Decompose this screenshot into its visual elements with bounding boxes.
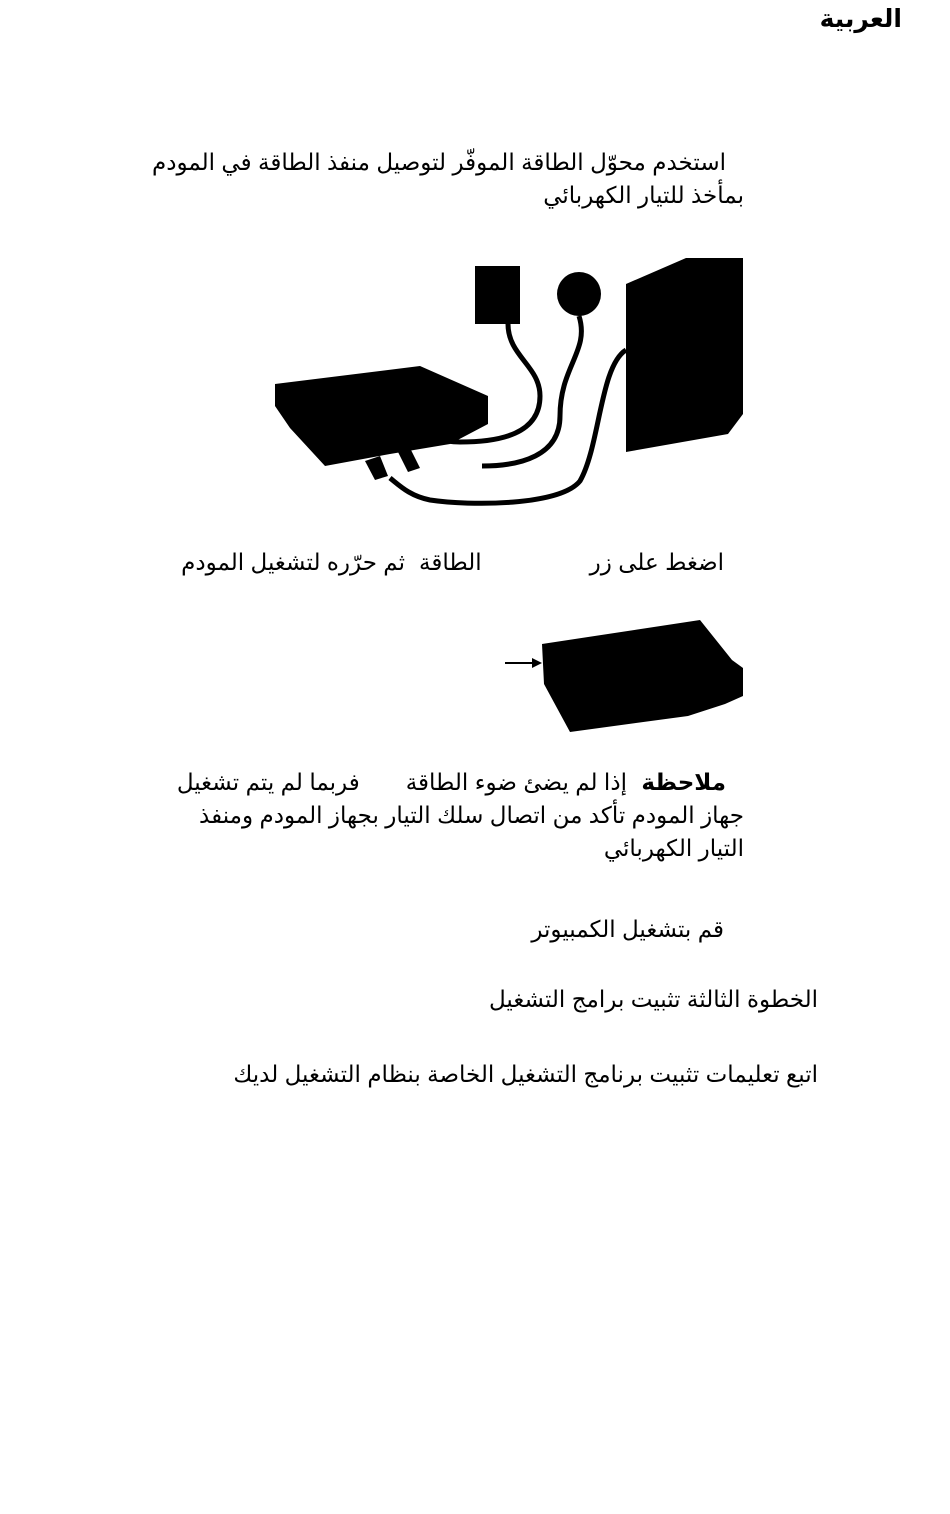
power-button-text-1: اضغط على زر — [589, 549, 724, 575]
outlet-cable — [482, 316, 581, 466]
note-line-3: التيار الكهربائي — [603, 835, 744, 861]
arrow-icon — [532, 658, 542, 668]
note-line-1 — [177, 766, 744, 799]
power-adapter-line-2: بمأخذ للتيار الكهربائي — [543, 182, 744, 208]
power-button-instruction — [181, 546, 724, 578]
power-button-text-2: الطاقة — [419, 549, 482, 575]
power-button-text-3: ثم حرّره لتشغيل المودم — [181, 549, 406, 575]
note-label: ملاحظة — [641, 769, 726, 795]
note-text-1: إذا لم يضئ ضوء الطاقة — [405, 769, 627, 795]
modem-body-icon — [275, 366, 488, 466]
turn-on-computer-instruction: قم بتشغيل الكمبيوتر — [531, 916, 724, 942]
note-paragraph — [177, 766, 744, 865]
modem-device-icon — [542, 620, 743, 732]
step-three-instructions: اتبع تعليمات تثبيت برنامج التشغيل الخاصة بنظام التشغيل لديك — [233, 1061, 818, 1087]
note-line-2: جهاز المودم تأكد من اتصال سلك التيار بجهاز المودم ومنفذ — [199, 802, 744, 828]
power-adapter-instruction — [152, 146, 744, 212]
power-button-illustration — [500, 612, 760, 742]
power-adapter-line-1: استخدم محوّل الطاقة الموفّر لتوصيل منفذ الطاقة في المودم — [151, 149, 726, 175]
modem-connector — [398, 448, 420, 472]
wall-outlet-icon — [557, 272, 601, 316]
modem-connector — [365, 456, 388, 480]
computer-tower-icon — [626, 258, 743, 452]
step-three-heading: الخطوة الثالثة تثبيت برامج التشغيل — [489, 986, 818, 1012]
power-adapter-icon — [475, 266, 520, 324]
language-label: العربية — [819, 5, 902, 33]
note-text-2: فربما لم يتم تشغيل — [176, 769, 360, 795]
modem-connection-illustration — [270, 256, 750, 516]
